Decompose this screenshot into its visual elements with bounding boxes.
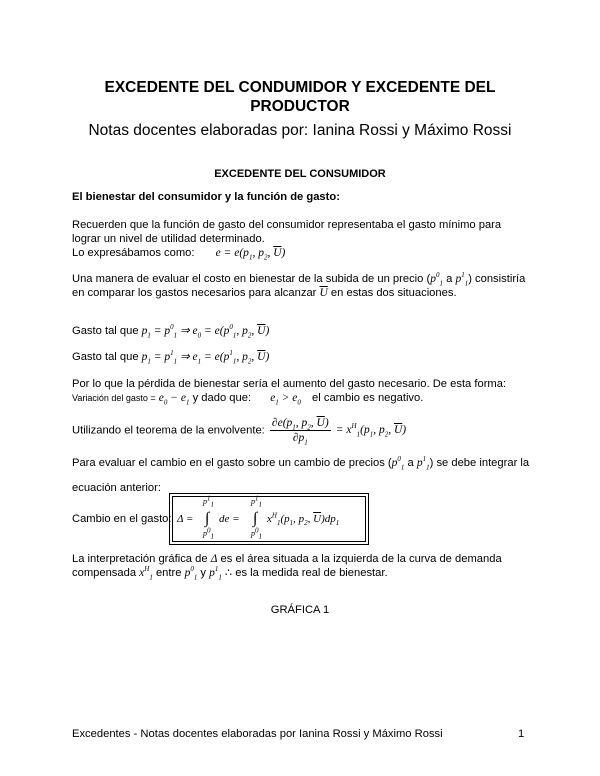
- integral-box: [172, 496, 366, 542]
- title-line-1: EXCEDENTE DEL CONDUMIDOR Y EXCEDENTE DEL: [104, 79, 496, 96]
- math-inline: $x^H_1(p_1$, $p_2$, $\overline{U})dp_1$: [267, 511, 340, 528]
- math-inline: $p^1_1$: [455, 271, 469, 288]
- paragraph-line: Para evaluar el cambio en el gasto sobre un cambio de precios ($p^0_1$ a $p^1_1$) se debe integrar la: [72, 455, 530, 472]
- integral-sign: ∫: [253, 510, 258, 527]
- math-inline: $x^H_1$: [139, 565, 153, 582]
- text-span: Una manera de evaluar el costo en bienestar de la subida de un precio (: [72, 273, 431, 285]
- math-inline: $e_1 > e_0$: [270, 392, 301, 407]
- paragraph-line: [72, 324, 269, 338]
- subheading: El bienestar del consumidor y la función de gasto:: [72, 191, 340, 203]
- math-inline: $p^1_1$: [416, 455, 430, 472]
- math-inline: $e_0 - e_1$: [158, 392, 190, 407]
- math-derivative: $\frac{\partial e(p_1, p_2, \overline{U})}{\partial p_1}$: [271, 417, 329, 447]
- math-inline: $p^0_1$: [430, 271, 443, 288]
- math-inline: $\overline{U}$: [319, 287, 328, 299]
- paragraph-line: [72, 566, 388, 580]
- text-span: entre: [155, 567, 182, 579]
- text-span: Gasto tal que: [72, 325, 139, 337]
- integral-sign: ∫: [205, 510, 210, 527]
- page-footer: Excedentes - Notas docentes elaboradas por Ianina Rossi y Máximo Rossi: [72, 728, 443, 740]
- paragraph-line: [72, 246, 285, 260]
- text-span: Para evaluar el cambio en el gasto sobre un cambio de precios (: [72, 457, 392, 469]
- text-span: en estas dos situaciones.: [330, 287, 457, 299]
- math-inline: $p^0_1$: [184, 565, 198, 582]
- text-span: es la medida real de bienestar.: [235, 567, 388, 579]
- equation-gasto-1: $p_1 = p^1_1$ ⇒ $e_1 = e(p^1_1$, $p_2$, $\overline{U}$): [141, 349, 270, 366]
- text-span: Gasto tal que: [72, 351, 139, 363]
- math-inline: $p^0_1$: [391, 455, 405, 472]
- text-span: Variación del gasto =: [72, 393, 156, 403]
- document-title: [60, 78, 540, 116]
- text-span: Lo expresábamos como:: [72, 247, 195, 259]
- equation-expenditure: $e = e(p_1$, $p_2$, $\overline{U}$): [215, 247, 286, 262]
- text-span: Utilizando el teorema de la envolvente:: [72, 424, 265, 437]
- math-inline: de =: [219, 513, 240, 525]
- paragraph-line: ecuación anterior:: [72, 482, 161, 494]
- document-subtitle: Notas docentes elaboradas por: Ianina Rossi y Máximo Rossi: [88, 122, 512, 139]
- equation-gasto-0: $p_1 = p^0_1$ ⇒ $e_0 = e(p^0_1$, $p_2$, $\overline{U}$): [141, 323, 270, 340]
- math-limit: $p^1_1$: [203, 494, 214, 509]
- paragraph-line: Una manera de evaluar el costo en bienestar de la subida de un precio ($p^0_1$ a $p^1_1$) consistiría: [72, 271, 526, 288]
- section-heading: EXCEDENTE DEL CONSUMIDOR: [214, 168, 386, 180]
- text-span: y: [200, 567, 207, 579]
- math-limit: $p^0_1$: [251, 526, 262, 541]
- text-span: compensada: [72, 567, 137, 579]
- paragraph-line: [72, 552, 502, 566]
- paragraph-line: Por lo que la pérdida de bienestar sería el aumento del gasto necesario. De esta forma:: [72, 378, 507, 390]
- math-inline: $p^1_1$: [209, 565, 222, 582]
- paragraph-line: lograr un nivel de utilidad determinado.: [72, 233, 265, 245]
- title-line-2: PRODUCTOR: [250, 98, 350, 115]
- paragraph-line: [72, 286, 457, 300]
- paragraph-line: [72, 416, 406, 445]
- paragraph-line: Cambio en el gasto:: [72, 513, 172, 525]
- figure-caption: GRÁFICA 1: [270, 604, 330, 616]
- paragraph-line: [72, 350, 269, 364]
- math-inline: Δ: [210, 553, 218, 565]
- math-limit: $p^1_1$: [251, 494, 262, 509]
- math-inline: Δ =: [177, 513, 194, 525]
- text-span: es el área situada a la izquierda de la curva de demanda: [220, 553, 502, 565]
- page-number: 1: [518, 728, 525, 740]
- text-span: ) consistiría: [468, 273, 526, 285]
- math-inline: = $x^H_1(p_1$, $p_2$, $\overline{U}$): [335, 422, 407, 439]
- math-limit: $p^0_1$: [203, 526, 214, 541]
- text-span: en comparar los gastos necesarios para alcanzar: [72, 287, 317, 299]
- paragraph-line: Recuerden que la función de gasto del consumidor representaba el gasto mínimo para: [72, 219, 502, 231]
- text-span: y dado que:: [192, 392, 252, 404]
- therefore-symbol: ∴: [224, 567, 233, 579]
- paragraph-line: [72, 391, 423, 405]
- text-span: La interpretación gráfica de: [72, 553, 208, 565]
- text-span: ) se debe integrar la: [429, 457, 530, 469]
- text-span: el cambio es negativo.: [312, 392, 424, 404]
